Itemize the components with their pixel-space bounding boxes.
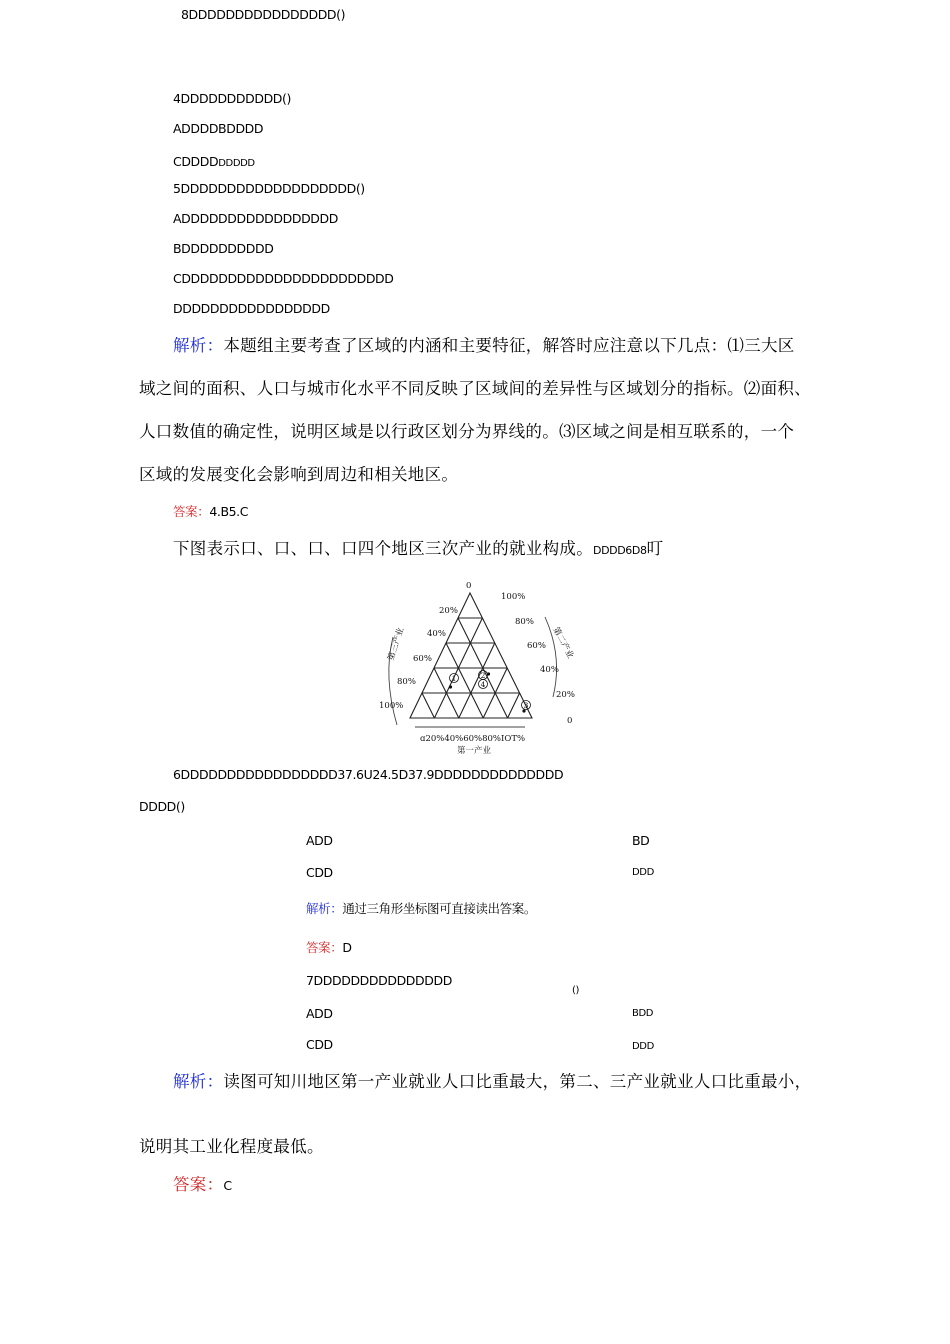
right-tick-20: 20% xyxy=(556,690,575,700)
q7-option-c: CDD xyxy=(306,1037,333,1052)
analysis1-line4: 区域的发展变化会影响到周边和相关地区。 xyxy=(139,465,459,484)
bottom-axis-title: 第一产业 xyxy=(457,746,492,756)
answer3-value: C xyxy=(223,1178,232,1193)
analysis2-text: 通过三角形坐标图可直接读出答案。 xyxy=(342,901,536,916)
answer1-value: 4.B5.C xyxy=(209,504,249,519)
intro-tail-char: 叮 xyxy=(646,539,664,558)
left-tick-40: 40% xyxy=(427,629,446,639)
q6-option-c: CDD xyxy=(306,865,333,880)
q7-option-b: BDD xyxy=(632,1008,654,1019)
q6-option-d: DDD xyxy=(632,867,654,878)
answer3 xyxy=(173,1177,232,1194)
answer2 xyxy=(306,942,352,955)
analysis-label: 解析： xyxy=(306,901,343,916)
left-tick-80: 80% xyxy=(397,677,416,687)
ternary-diagram xyxy=(375,577,590,759)
q7-option-a: ADD xyxy=(306,1006,333,1021)
analysis1-line3: 人口数值的确定性，说明区域是以行政区划分为界线的。⑶区域之间是相互联系的，一个 xyxy=(139,422,795,441)
point-label-4: 4 xyxy=(480,680,486,689)
point-label-3: 3 xyxy=(523,701,529,710)
left-tick-20: 20% xyxy=(439,606,458,616)
q5-stem: 5DDDDDDDDDDDDDDDDDDD() xyxy=(173,181,365,196)
q5-option-b: BDDDDDDDDDD xyxy=(173,241,274,256)
left-tick-60: 60% xyxy=(413,654,432,664)
analysis1-text-1: 本题组主要考查了区域的内涵和主要特征，解答时应注意以下几点：⑴三大区 xyxy=(223,336,795,355)
q6-option-b: BD xyxy=(632,833,650,848)
q5-option-d: DDDDDDDDDDDDDDDDD xyxy=(173,301,330,316)
analysis3-line2: 说明其工业化程度最低。 xyxy=(139,1137,324,1156)
analysis1-line1 xyxy=(173,338,795,355)
analysis3-line1 xyxy=(173,1074,811,1091)
q4-option-c-small: DDDDD xyxy=(218,158,255,169)
figure-intro xyxy=(173,541,663,558)
point-label-2: 2 xyxy=(480,671,486,680)
right-tick-60: 60% xyxy=(527,641,546,651)
q7-paren: () xyxy=(572,985,580,996)
q4-option-c-text: CDDDD xyxy=(173,154,219,169)
analysis-label: 解析： xyxy=(173,1072,224,1091)
q8-stem: 8DDDDDDDDDDDDDDDD() xyxy=(181,7,346,22)
right-axis-title: 第二产业 xyxy=(550,625,576,661)
left-tick-100: 100% xyxy=(379,701,404,711)
left-axis-title: 第三产业 xyxy=(386,626,407,662)
q6-option-a: ADD xyxy=(306,833,333,848)
analysis1-line2: 域之间的面积、人口与城市化水平不同反映了区域间的差异性与区域划分的指标。⑵面积、 xyxy=(139,379,811,398)
intro-text: 下图表示口、口、口、口四个地区三次产业的就业构成。 xyxy=(173,539,593,558)
answer-label: 答案： xyxy=(173,1175,224,1194)
point-dot xyxy=(449,685,452,688)
grid-line xyxy=(508,693,520,718)
q5-option-a: ADDDDDDDDDDDDDDDDD xyxy=(173,211,338,226)
answer1 xyxy=(173,506,248,519)
q4-option-c xyxy=(173,153,255,169)
right-tick-0: 0 xyxy=(567,716,573,726)
right-tick-80: 80% xyxy=(515,617,534,627)
tick-labels xyxy=(379,581,575,744)
q7-option-d: DDD xyxy=(632,1041,654,1052)
q6-stem-2: DDDD() xyxy=(139,799,185,814)
point-label-1: 1 xyxy=(451,674,457,683)
q4-option-a: ADDDDBDDDD xyxy=(173,121,264,136)
top-tick: 0 xyxy=(466,581,472,591)
q6-stem: 6DDDDDDDDDDDDDDDDD37.6U24.5D37.9DDDDDDDDDDDDDD xyxy=(173,767,564,782)
right-tick-40: 40% xyxy=(540,665,559,675)
answer-label: 答案： xyxy=(306,940,343,955)
answer-label: 答案： xyxy=(173,504,210,519)
grid-line xyxy=(422,693,434,718)
bottom-ticks: ɑ20%40%60%80%IOT% xyxy=(420,734,526,744)
analysis3-text-1: 读图可知川地区第一产业就业人口比重最大，第二、三产业就业人口比重最小， xyxy=(223,1072,812,1091)
q4-stem: 4DDDDDDDDDDD() xyxy=(173,91,291,106)
q5-option-c: CDDDDDDDDDDDDDDDDDDDDDDD xyxy=(173,271,394,286)
analysis-label: 解析： xyxy=(173,336,224,355)
intro-tail-small: DDDD6D8 xyxy=(593,544,647,557)
q7-stem: 7DDDDDDDDDDDDDDD xyxy=(306,973,452,988)
right-tick-100: 100% xyxy=(501,592,526,602)
answer2-value: D xyxy=(342,940,352,955)
analysis2 xyxy=(306,903,536,916)
